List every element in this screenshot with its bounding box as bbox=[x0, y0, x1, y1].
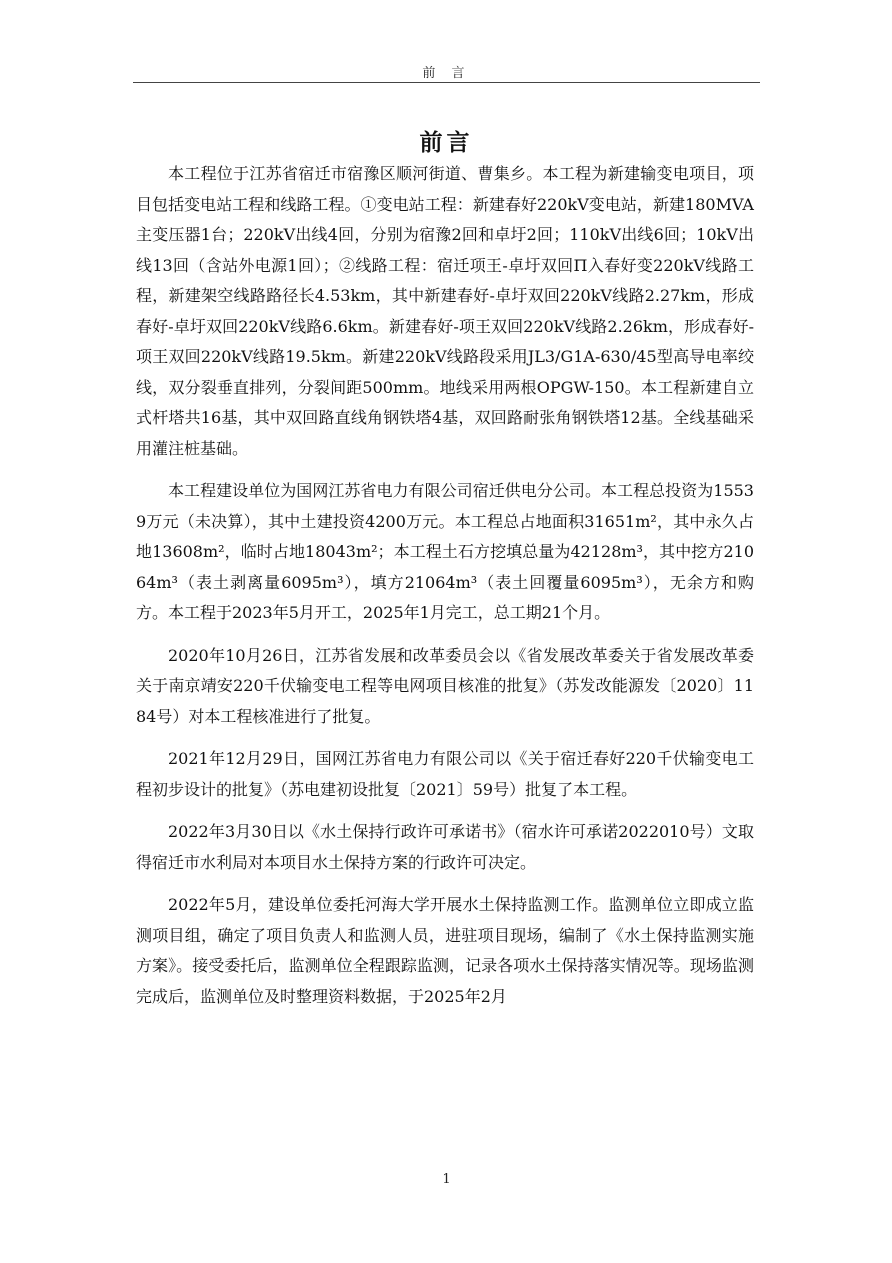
page-number: 1 bbox=[442, 1172, 451, 1187]
paragraph-approval-2020: 2020年10月26日，江苏省发展和改革委员会以《省发展改革委关于省发展改革委关于南京靖安220千伏输变电工程等电网项目核准的批复》（苏发改能源发〔2020〕1184号）对本工程核准进行了批复。 bbox=[136, 645, 754, 726]
body-text bbox=[136, 159, 754, 1024]
paragraph-approval-2021: 2021年12月29日，国网江苏省电力有限公司以《关于宿迁春好220千伏输变电工程初步设计的批复》（苏电建初设批复〔2021〕59号）批复了本工程。 bbox=[136, 749, 754, 799]
running-header: 前 言 bbox=[422, 66, 471, 81]
paragraph-investment-land: 本工程建设单位为国网江苏省电力有限公司宿迁供电分公司。本工程总投资为15539万元（未决算），其中土建投资4200万元。本工程总占地面积31651m²，其中永久占地13608m²，临时占地18043m²；本工程土石方挖填总量为42128m³，其中挖方21064m³（表土剥离量6095m³），填方21064m³（表土回覆量6095m³），无余方和购方。本工程于2023年5月开工，2025年1月完工，总工期21个月。 bbox=[136, 481, 754, 622]
header-divider bbox=[133, 82, 760, 83]
paragraph-project-overview: 本工程位于江苏省宿迁市宿豫区顺河街道、曹集乡。本工程为新建输变电项目，项目包括变电站工程和线路工程。①变电站工程：新建春好220kV变电站，新建180MVA主变压器1台；220kV出线4回，分别为宿豫2回和卓圩2回；110kV出线6回；10kV出线13回（含站外电源1回）；②线路工程：宿迁项王-卓圩双回Π入春好变220kV线路工程，新建架空线路路径长4.53km，其中新建春好-卓圩双回220kV线路2.27km，形成春好-卓圩双回220kV线路6.6km。新建春好-项王双回220kV线路2.26km，形成春好-项王双回220kV线路19.5km。新建220kV线路段采用JL3/G1A-630/45型高导电率绞线，双分裂垂直排列，分裂间距500mm。地线采用两根OPGW-150。本工程新建自立式杆塔共16基，其中双回路直线角钢铁塔4基，双回路耐张角钢铁塔12基。全线基础采用灌注桩基础。 bbox=[136, 164, 754, 458]
paragraph-permit-2022: 2022年3月30日以《水土保持行政许可承诺书》（宿水许可承诺2022010号）文取得宿迁市水利局对本项目水土保持方案的行政许可决定。 bbox=[136, 822, 754, 872]
paragraph-monitoring: 2022年5月，建设单位委托河海大学开展水土保持监测工作。监测单位立即成立监测项目组，确定了项目负责人和监测人员，进驻项目现场，编制了《水土保持监测实施方案》。接受委托后，监测单位全程跟踪监测，记录各项水土保持落实情况等。现场监测完成后，监测单位及时整理资料数据，于2025年2月 bbox=[136, 895, 754, 1006]
page-title: 前言 bbox=[419, 129, 474, 156]
